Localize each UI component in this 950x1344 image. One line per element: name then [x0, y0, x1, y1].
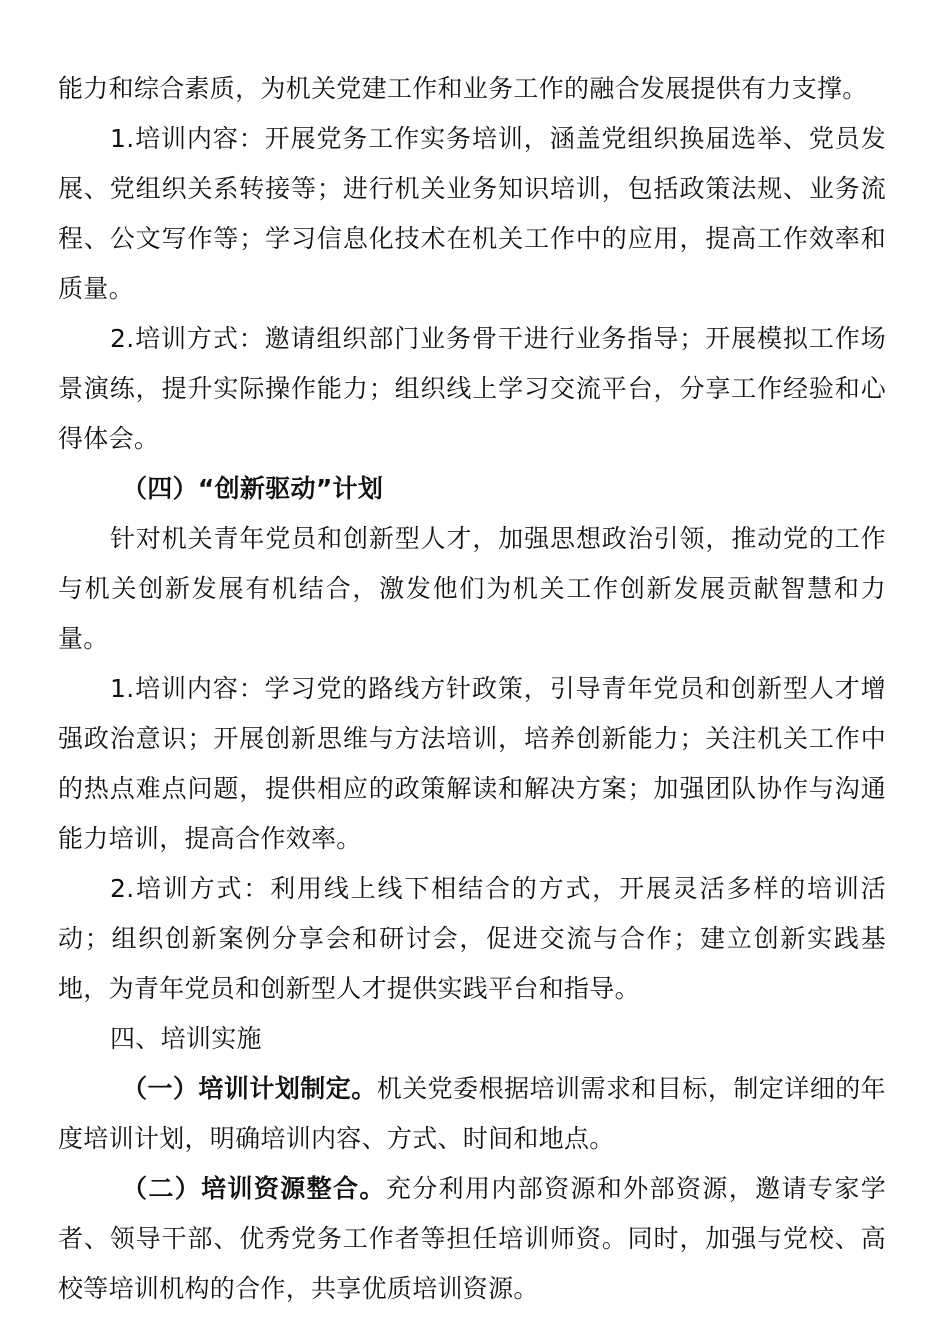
paragraph-training-content-4: 1.培训内容：学习党的路线方针政策，引导青年党员和创新型人才增强政治意识；开展创新思维与方法培训，培养创新能力；关注机关工作中的热点难点问题，提供相应的政策解读和解决方案；加强团队协作与沟通能力培训，提高合作效率。: [58, 674, 886, 853]
paragraph-training-content-3: 1.培训内容：开展党务工作实务培训，涵盖党组织换届选举、党员发展、党组织关系转接等；进行机关业务知识培训，包括政策法规、业务流程、公文写作等；学习信息化技术在机关工作中的应用，提高工作效率和质量。: [58, 124, 886, 303]
section-heading-innovation-driven: （四）“创新驱动”计划: [122, 474, 384, 503]
paragraph-intro-continued: 能力和综合素质，为机关党建工作和业务工作的融合发展提供有力支撑。: [58, 74, 868, 103]
paragraph-training-method-3: 2.培训方式：邀请组织部门业务骨干进行业务指导；开展模拟工作场景演练，提升实际操作能力；组织线上学习交流平台，分享工作经验和心得体会。: [58, 324, 886, 453]
paragraph-training-method-4: 2.培训方式：利用线上线下相结合的方式，开展灵活多样的培训活动；组织创新案例分享会和研讨会，促进交流与合作；建立创新实践基地，为青年党员和创新型人才提供实践平台和指导。: [58, 874, 886, 1003]
paragraph-resource-integration: [58, 1164, 886, 1314]
plan-formulation-lead: （一）培训计划制定。: [122, 1074, 377, 1103]
resource-integration-text: 充分利用内部资源和外部资源，邀请专家学者、领导干部、优秀党务工作者等担任培训师资。同时，加强与党校、高校等培训机构的合作，共享优质培训资源。: [58, 1174, 886, 1303]
plan-formulation-text: 机关党委根据培训需求和目标，制定详细的年度培训计划，明确培训内容、方式、时间和地点。: [58, 1074, 886, 1153]
resource-integration-lead: （二）培训资源整合。: [122, 1174, 386, 1203]
paragraph-innovation-intro: 针对机关青年党员和创新型人才，加强思想政治引领，推动党的工作与机关创新发展有机结合，激发他们为机关工作创新发展贡献智慧和力量。: [58, 524, 886, 653]
section-heading-training-implementation: 四、培训实施: [110, 1024, 262, 1053]
paragraph-plan-formulation: [58, 1064, 886, 1164]
